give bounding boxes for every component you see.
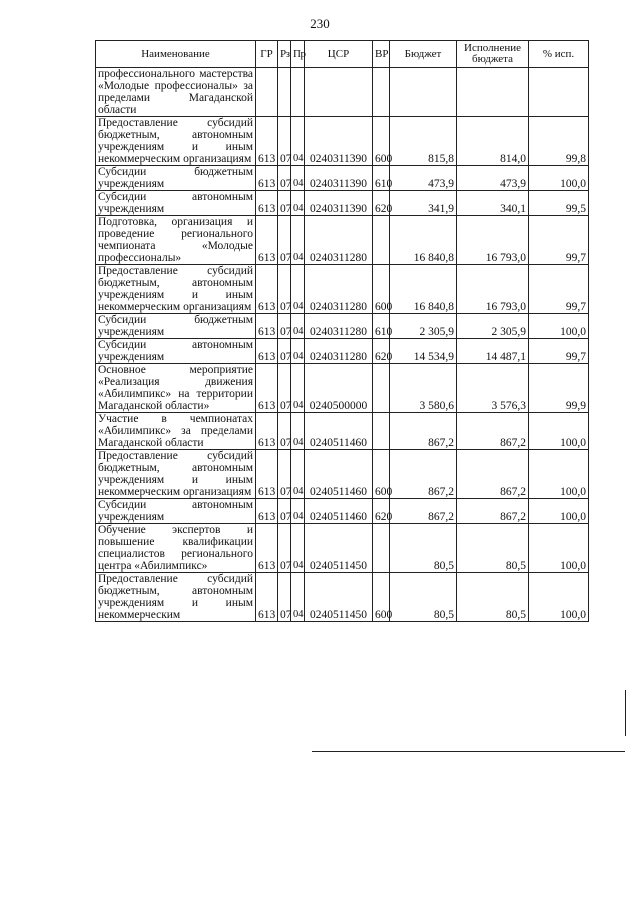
header-percent: % исп. <box>529 41 589 68</box>
cell-budget: 341,9 <box>390 191 457 216</box>
cell-csr: 0240511450 <box>305 573 373 622</box>
cell-percent: 100,0 <box>529 499 589 524</box>
cell-vr <box>373 524 390 573</box>
header-budget: Бюджет <box>390 41 457 68</box>
cell-execution: 867,2 <box>457 499 529 524</box>
cell-percent: 100,0 <box>529 450 589 499</box>
cell-gr: 613 <box>256 339 278 364</box>
cell-budget: 867,2 <box>390 450 457 499</box>
table-row <box>96 314 589 339</box>
cell-gr: 613 <box>256 499 278 524</box>
table-row <box>96 573 589 622</box>
cell-execution: 14 487,1 <box>457 339 529 364</box>
cell-execution: 16 793,0 <box>457 265 529 314</box>
cell-execution: 340,1 <box>457 191 529 216</box>
side-rule <box>625 690 626 736</box>
cell-gr: 613 <box>256 216 278 265</box>
cell-rz: 07 <box>278 216 291 265</box>
table-row <box>96 524 589 573</box>
cell-gr <box>256 68 278 117</box>
cell-pr: 04 <box>291 216 305 265</box>
cell-budget: 867,2 <box>390 499 457 524</box>
cell-rz: 07 <box>278 573 291 622</box>
cell-execution: 80,5 <box>457 524 529 573</box>
cell-name: Участие в чемпионатах «Абилимпикс» за пределами Магаданской области <box>96 413 256 450</box>
cell-execution <box>457 68 529 117</box>
cell-vr: 620 <box>373 499 390 524</box>
cell-pr: 04 <box>291 314 305 339</box>
table-row <box>96 166 589 191</box>
cell-csr: 0240311390 <box>305 191 373 216</box>
cell-rz: 07 <box>278 364 291 413</box>
cell-rz: 07 <box>278 413 291 450</box>
cell-rz: 07 <box>278 191 291 216</box>
cell-gr: 613 <box>256 314 278 339</box>
footer-rule <box>312 751 625 752</box>
cell-vr: 600 <box>373 265 390 314</box>
cell-execution: 867,2 <box>457 413 529 450</box>
cell-vr: 620 <box>373 339 390 364</box>
cell-pr <box>291 68 305 117</box>
cell-budget: 16 840,8 <box>390 265 457 314</box>
cell-gr: 613 <box>256 413 278 450</box>
table-row <box>96 339 589 364</box>
cell-pr: 04 <box>291 450 305 499</box>
cell-csr: 0240500000 <box>305 364 373 413</box>
cell-rz <box>278 68 291 117</box>
header-rz: Рз <box>278 41 291 68</box>
cell-percent: 100,0 <box>529 166 589 191</box>
cell-gr: 613 <box>256 191 278 216</box>
cell-name: Предоставление субсидий бюджетным, автономным учреждениям и иным некоммерческим <box>96 573 256 622</box>
header-vr: ВР <box>373 41 390 68</box>
cell-name: Обучение экспертов и повышение квалификации специалистов регионального центра «Абилимпикс» <box>96 524 256 573</box>
cell-percent <box>529 68 589 117</box>
cell-budget: 473,9 <box>390 166 457 191</box>
cell-budget: 16 840,8 <box>390 216 457 265</box>
cell-rz: 07 <box>278 117 291 166</box>
cell-budget: 80,5 <box>390 524 457 573</box>
cell-name: Предоставление субсидий бюджетным, автономным учреждениям и иным некоммерческим организациям <box>96 450 256 499</box>
cell-csr: 0240311390 <box>305 166 373 191</box>
cell-execution: 3 576,3 <box>457 364 529 413</box>
cell-percent: 99,5 <box>529 191 589 216</box>
cell-name: Предоставление субсидий бюджетным, автономным учреждениям и иным некоммерческим организациям <box>96 265 256 314</box>
cell-rz: 07 <box>278 450 291 499</box>
table-row <box>96 117 589 166</box>
cell-percent: 100,0 <box>529 314 589 339</box>
cell-pr: 04 <box>291 117 305 166</box>
cell-vr: 610 <box>373 166 390 191</box>
budget-table <box>95 40 589 622</box>
cell-vr: 600 <box>373 117 390 166</box>
table-row <box>96 265 589 314</box>
cell-execution: 80,5 <box>457 573 529 622</box>
cell-gr: 613 <box>256 117 278 166</box>
cell-budget: 80,5 <box>390 573 457 622</box>
cell-vr <box>373 216 390 265</box>
cell-gr: 613 <box>256 450 278 499</box>
cell-vr <box>373 364 390 413</box>
cell-csr: 0240311280 <box>305 314 373 339</box>
table-row <box>96 364 589 413</box>
cell-csr: 0240311280 <box>305 339 373 364</box>
cell-pr: 04 <box>291 364 305 413</box>
cell-gr: 613 <box>256 573 278 622</box>
cell-csr: 0240511460 <box>305 499 373 524</box>
cell-pr: 04 <box>291 573 305 622</box>
table-row <box>96 450 589 499</box>
cell-csr: 0240511460 <box>305 413 373 450</box>
header-csr: ЦСР <box>305 41 373 68</box>
table-row <box>96 413 589 450</box>
header-gr: ГР <box>256 41 278 68</box>
cell-rz: 07 <box>278 314 291 339</box>
cell-vr <box>373 68 390 117</box>
page-number: 230 <box>310 16 330 31</box>
cell-budget: 3 580,6 <box>390 364 457 413</box>
cell-rz: 07 <box>278 166 291 191</box>
cell-rz: 07 <box>278 339 291 364</box>
cell-csr: 0240311280 <box>305 216 373 265</box>
cell-budget <box>390 68 457 117</box>
cell-execution: 867,2 <box>457 450 529 499</box>
header-execution: Исполнение бюджета <box>457 41 529 68</box>
cell-pr: 04 <box>291 339 305 364</box>
cell-execution: 473,9 <box>457 166 529 191</box>
cell-gr: 613 <box>256 364 278 413</box>
cell-vr: 600 <box>373 450 390 499</box>
cell-budget: 867,2 <box>390 413 457 450</box>
cell-name: Основное мероприятие «Реализация движения «Абилимпикс» на территории Магаданской области» <box>96 364 256 413</box>
cell-vr <box>373 413 390 450</box>
cell-rz: 07 <box>278 499 291 524</box>
cell-budget: 2 305,9 <box>390 314 457 339</box>
cell-percent: 99,9 <box>529 364 589 413</box>
cell-pr: 04 <box>291 524 305 573</box>
cell-pr: 04 <box>291 499 305 524</box>
table-header-row <box>96 41 589 68</box>
cell-gr: 613 <box>256 265 278 314</box>
cell-pr: 04 <box>291 413 305 450</box>
table-row <box>96 216 589 265</box>
header-name: Наименование <box>96 41 256 68</box>
table-row <box>96 68 589 117</box>
cell-name: Субсидии бюджетным учреждениям <box>96 314 256 339</box>
cell-name: Подготовка, организация и проведение регионального чемпионата «Молодые профессионалы» <box>96 216 256 265</box>
cell-name: профессионального мастерства «Молодые профессионалы» за пределами Магаданской области <box>96 68 256 117</box>
cell-vr: 610 <box>373 314 390 339</box>
cell-budget: 14 534,9 <box>390 339 457 364</box>
table-body <box>96 68 589 622</box>
cell-percent: 100,0 <box>529 524 589 573</box>
cell-percent: 100,0 <box>529 413 589 450</box>
cell-rz: 07 <box>278 524 291 573</box>
cell-percent: 99,7 <box>529 216 589 265</box>
cell-pr: 04 <box>291 191 305 216</box>
cell-pr: 04 <box>291 265 305 314</box>
cell-rz: 07 <box>278 265 291 314</box>
cell-execution: 2 305,9 <box>457 314 529 339</box>
cell-gr: 613 <box>256 524 278 573</box>
cell-gr: 613 <box>256 166 278 191</box>
cell-vr: 620 <box>373 191 390 216</box>
cell-csr: 0240311280 <box>305 265 373 314</box>
cell-execution: 16 793,0 <box>457 216 529 265</box>
table-row <box>96 191 589 216</box>
cell-vr: 600 <box>373 573 390 622</box>
cell-csr: 0240511450 <box>305 524 373 573</box>
cell-budget: 815,8 <box>390 117 457 166</box>
header-pr: Пр <box>291 41 305 68</box>
cell-percent: 99,8 <box>529 117 589 166</box>
cell-name: Субсидии бюджетным учреждениям <box>96 166 256 191</box>
cell-percent: 99,7 <box>529 265 589 314</box>
cell-name: Субсидии автономным учреждениям <box>96 191 256 216</box>
cell-execution: 814,0 <box>457 117 529 166</box>
cell-pr: 04 <box>291 166 305 191</box>
cell-name: Субсидии автономным учреждениям <box>96 499 256 524</box>
table-row <box>96 499 589 524</box>
cell-name: Субсидии автономным учреждениям <box>96 339 256 364</box>
cell-csr: 0240311390 <box>305 117 373 166</box>
cell-percent: 100,0 <box>529 573 589 622</box>
cell-csr <box>305 68 373 117</box>
cell-percent: 99,7 <box>529 339 589 364</box>
cell-csr: 0240511460 <box>305 450 373 499</box>
cell-name: Предоставление субсидий бюджетным, автономным учреждениям и иным некоммерческим организациям <box>96 117 256 166</box>
